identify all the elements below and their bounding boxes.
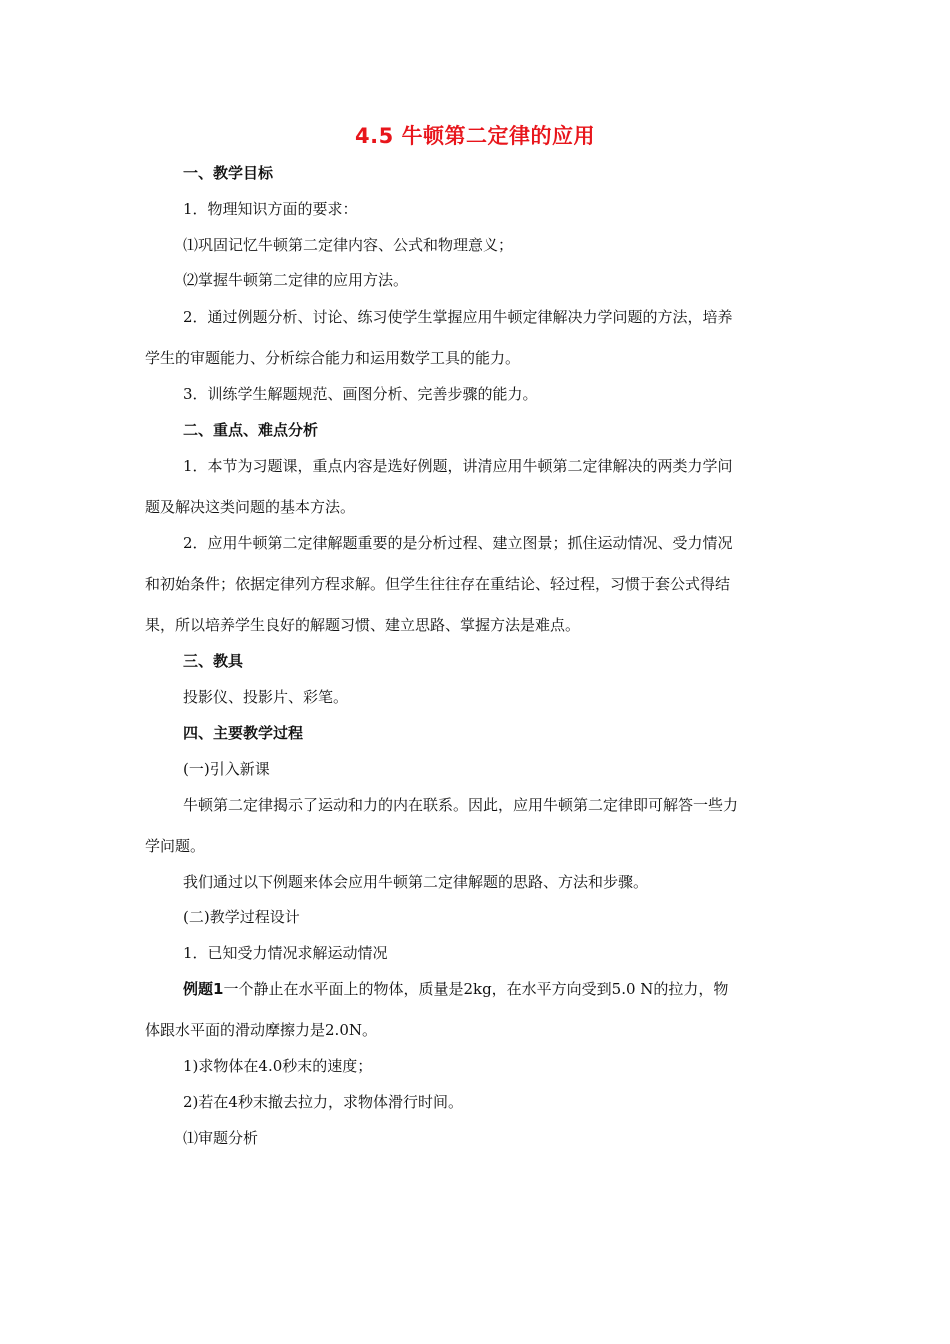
paragraph-continuation: 题及解决这类问题的基本方法。 [145, 498, 356, 516]
question-item: 1)求物体在4.0秒末的速度； [183, 1057, 373, 1075]
paragraph: 1．本节为习题课，重点内容是选好例题，讲清应用牛顿第二定律解决的两类力学问 [183, 457, 733, 475]
section-heading-tools: 三、教具 [183, 652, 244, 670]
paragraph-continuation: 果，所以培养学生良好的解题习惯、建立思路、掌握方法是难点。 [145, 616, 581, 634]
paragraph: 2．应用牛顿第二定律解题重要的是分析过程、建立图景；抓住运动情况、受力情况 [183, 534, 733, 552]
section-heading-objectives: 一、教学目标 [183, 164, 274, 182]
paragraph-continuation: 体跟水平面的滑动摩擦力是2.0N。 [145, 1021, 377, 1039]
subsection-heading: (二)教学过程设计 [183, 908, 300, 926]
page-title: 4.5 牛顿第二定律的应用 [354, 124, 595, 148]
subsection-heading: ⑴审题分析 [183, 1129, 259, 1147]
paragraph-continuation: 学生的审题能力、分析综合能力和运用数学工具的能力。 [145, 349, 521, 367]
paragraph: ⑵掌握牛顿第二定律的应用方法。 [183, 271, 409, 289]
paragraph: ⑴巩固记忆牛顿第二定律内容、公式和物理意义； [183, 236, 514, 254]
paragraph: 我们通过以下例题来体会应用牛顿第二定律解题的思路、方法和步骤。 [183, 873, 649, 891]
paragraph: 1．物理知识方面的要求： [183, 200, 358, 218]
paragraph: 2．通过例题分析、讨论、练习使学生掌握应用牛顿定律解决力学问题的方法，培养 [183, 308, 733, 326]
subsection-heading: (一)引入新课 [183, 760, 270, 778]
example-paragraph [183, 979, 805, 999]
paragraph: 投影仪、投影片、彩笔。 [183, 688, 349, 706]
paragraph: 1．已知受力情况求解运动情况 [183, 944, 388, 962]
example-text: 一个静止在水平面上的物体，质量是2kg，在水平方向受到5.0 N的拉力，物 [223, 980, 729, 998]
example-label: 例题1 [183, 980, 224, 998]
paragraph-continuation: 和初始条件；依据定律列方程求解。但学生往往存在重结论、轻过程，习惯于套公式得结 [145, 575, 731, 593]
paragraph-continuation: 学问题。 [145, 837, 206, 855]
question-item: 2)若在4秒末撤去拉力，求物体滑行时间。 [183, 1093, 463, 1111]
paragraph: 3．训练学生解题规范、画图分析、完善步骤的能力。 [183, 385, 538, 403]
paragraph: 牛顿第二定律揭示了运动和力的内在联系。因此，应用牛顿第二定律即可解答一些力 [183, 796, 739, 814]
section-heading-process: 四、主要教学过程 [183, 724, 304, 742]
section-heading-key-points: 二、重点、难点分析 [183, 421, 319, 439]
